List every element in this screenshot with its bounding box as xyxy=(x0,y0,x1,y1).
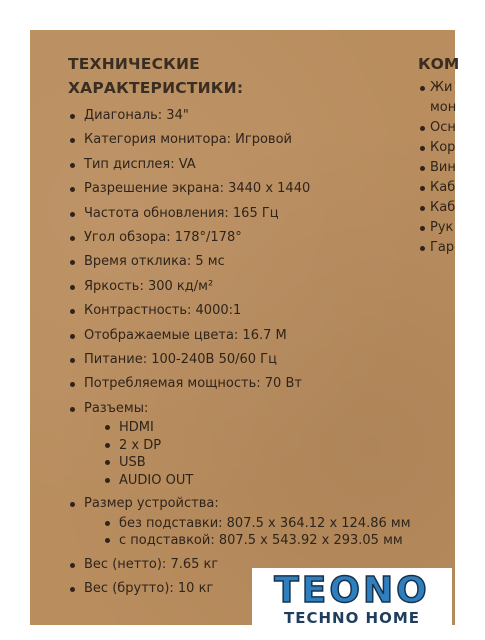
dimension-item: с подставкой: 807.5 x 543.92 x 293.05 мм xyxy=(105,532,411,550)
package-item: Каб xyxy=(420,178,458,198)
logo-tagline: TECHNO HOME xyxy=(283,609,421,627)
spec-item: Отображаемые цвета: 16.7 M xyxy=(70,324,411,348)
spec-item: Диагональ: 34" xyxy=(70,104,411,128)
package-item: Жи xyxy=(420,78,458,98)
package-contents-list xyxy=(420,78,458,258)
specs-heading xyxy=(68,52,243,100)
heading-line: ХАРАКТЕРИСТИКИ: xyxy=(68,79,244,97)
spec-item: Разрешение экрана: 3440 x 1440 xyxy=(70,177,411,201)
spec-item-weight: Вес (нетто): 7.65 кг xyxy=(70,553,411,577)
package-item: мон xyxy=(430,100,457,115)
spec-item: Яркость: 300 кд/м² xyxy=(70,275,411,299)
spec-item-size: Размер устройства: xyxy=(70,492,411,516)
spec-item: Категория монитора: Игровой xyxy=(70,128,411,152)
spec-item: Частота обновления: 165 Гц xyxy=(70,202,411,226)
port-item: AUDIO OUT xyxy=(105,472,411,490)
package-contents-heading: КОМ xyxy=(418,55,460,73)
dimension-item: без подставки: 807.5 x 364.12 x 124.86 мм xyxy=(105,515,411,533)
spec-item: Питание: 100-240В 50/60 Гц xyxy=(70,348,411,372)
spec-item-ports: Разъемы: xyxy=(70,397,411,421)
spec-item: Время отклика: 5 мс xyxy=(70,250,411,274)
dimensions-list xyxy=(105,515,411,550)
package-item: Рук xyxy=(420,218,458,238)
spec-item: Тип дисплея: VA xyxy=(70,153,411,177)
spec-list xyxy=(70,104,411,602)
package-item: Вин xyxy=(420,158,458,178)
port-item: 2 x DP xyxy=(105,437,411,455)
cardboard-box xyxy=(30,30,460,625)
package-item: Каб xyxy=(420,198,458,218)
heading-line: ТЕХНИЧЕСКИЕ xyxy=(68,55,200,73)
spec-item: Потребляемая мощность: 70 Вт xyxy=(70,372,411,396)
ports-list xyxy=(105,419,411,489)
spec-item: Контрастность: 4000:1 xyxy=(70,299,411,323)
port-item: USB xyxy=(105,454,411,472)
teono-logo xyxy=(252,568,452,636)
package-item: Кор xyxy=(420,138,458,158)
package-item: Осн xyxy=(420,118,458,138)
port-item: HDMI xyxy=(105,419,411,437)
package-contents-column xyxy=(418,52,458,258)
package-item: Гар xyxy=(420,238,458,258)
spec-item-weight: Вес (брутто): 10 кг xyxy=(70,577,411,601)
spec-item: Угол обзора: 178°/178° xyxy=(70,226,411,250)
logo-wordmark: TEONO xyxy=(274,570,430,611)
